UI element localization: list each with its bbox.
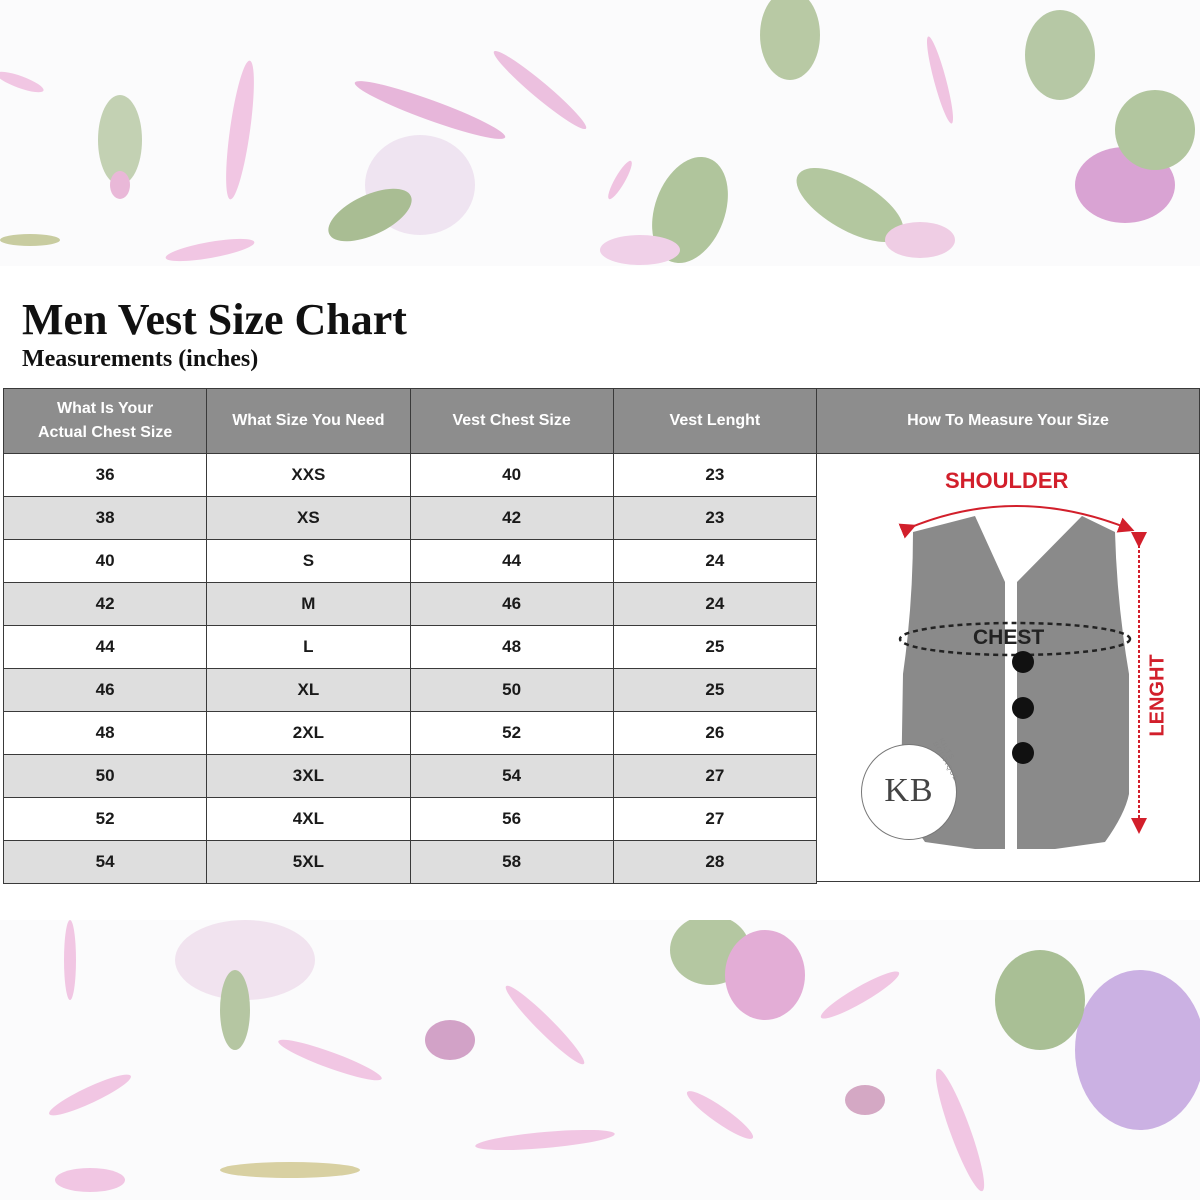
cell-chest: 44 bbox=[4, 626, 207, 669]
cell-vest-chest: 44 bbox=[410, 540, 613, 583]
cell-vest-chest: 52 bbox=[410, 712, 613, 755]
header-size-needed: What Size You Need bbox=[207, 389, 410, 454]
table-row bbox=[4, 540, 817, 583]
cell-chest: 48 bbox=[4, 712, 207, 755]
header-actual-chest bbox=[4, 389, 207, 454]
cell-size: XXS bbox=[207, 454, 410, 497]
cell-size: 2XL bbox=[207, 712, 410, 755]
table-row bbox=[4, 669, 817, 712]
cell-size: L bbox=[207, 626, 410, 669]
cell-vest-chest: 48 bbox=[410, 626, 613, 669]
cell-size: XS bbox=[207, 497, 410, 540]
table-row bbox=[4, 583, 817, 626]
how-to-measure-panel bbox=[816, 388, 1200, 882]
cell-size: 4XL bbox=[207, 798, 410, 841]
header-actual-chest-line2: Actual Chest Size bbox=[37, 424, 173, 441]
cell-length: 23 bbox=[613, 454, 816, 497]
cell-size: M bbox=[207, 583, 410, 626]
header-how-to-measure: How To Measure Your Size bbox=[817, 389, 1199, 454]
size-chart bbox=[3, 388, 1200, 884]
cell-length: 24 bbox=[613, 540, 816, 583]
table-row bbox=[4, 712, 817, 755]
vest-button bbox=[1012, 651, 1034, 673]
cell-size: 5XL bbox=[207, 841, 410, 884]
vest-shape-right bbox=[1017, 516, 1129, 849]
table-row bbox=[4, 841, 817, 884]
length-label: LENGHT bbox=[1146, 654, 1169, 737]
table-row bbox=[4, 626, 817, 669]
header-vest-length: Vest Lenght bbox=[613, 389, 816, 454]
cell-length: 23 bbox=[613, 497, 816, 540]
cell-chest: 50 bbox=[4, 755, 207, 798]
size-table bbox=[3, 388, 817, 884]
cell-vest-chest: 50 bbox=[410, 669, 613, 712]
cell-vest-chest: 42 bbox=[410, 497, 613, 540]
vest-diagram bbox=[817, 454, 1199, 882]
cell-length: 26 bbox=[613, 712, 816, 755]
cell-size: XL bbox=[207, 669, 410, 712]
cell-size: 3XL bbox=[207, 755, 410, 798]
table-row bbox=[4, 454, 817, 497]
floral-banner-bottom bbox=[0, 920, 1200, 1200]
chart-heading bbox=[22, 296, 407, 374]
cell-vest-chest: 46 bbox=[410, 583, 613, 626]
table-row bbox=[4, 497, 817, 540]
cell-vest-chest: 40 bbox=[410, 454, 613, 497]
flower-decoration-bottom bbox=[0, 920, 1200, 1200]
shoulder-label: SHOULDER bbox=[945, 468, 1069, 493]
chest-label: CHEST bbox=[973, 626, 1045, 649]
cell-length: 24 bbox=[613, 583, 816, 626]
logo-ring-text: KILTS BOUTIQUE bbox=[931, 737, 960, 783]
cell-chest: 42 bbox=[4, 583, 207, 626]
cell-chest: 46 bbox=[4, 669, 207, 712]
page-title: Men Vest Size Chart bbox=[22, 295, 407, 344]
cell-size: S bbox=[207, 540, 410, 583]
cell-length: 27 bbox=[613, 798, 816, 841]
vest-button bbox=[1012, 697, 1034, 719]
cell-chest: 40 bbox=[4, 540, 207, 583]
logo-letters: KB bbox=[884, 772, 934, 809]
cell-vest-chest: 54 bbox=[410, 755, 613, 798]
cell-length: 28 bbox=[613, 841, 816, 884]
page-subtitle: Measurements (inches) bbox=[22, 346, 259, 372]
vest-button bbox=[1012, 742, 1034, 764]
cell-vest-chest: 58 bbox=[410, 841, 613, 884]
table-row bbox=[4, 798, 817, 841]
header-vest-chest: Vest Chest Size bbox=[410, 389, 613, 454]
brand-logo bbox=[861, 737, 960, 840]
cell-chest: 36 bbox=[4, 454, 207, 497]
cell-length: 27 bbox=[613, 755, 816, 798]
floral-banner-top bbox=[0, 0, 1200, 266]
table-header-row bbox=[4, 389, 817, 454]
header-actual-chest-line1: What Is Your bbox=[56, 400, 154, 417]
flower-decoration-top bbox=[0, 0, 1200, 266]
cell-chest: 52 bbox=[4, 798, 207, 841]
cell-length: 25 bbox=[613, 669, 816, 712]
cell-chest: 54 bbox=[4, 841, 207, 884]
cell-vest-chest: 56 bbox=[410, 798, 613, 841]
cell-length: 25 bbox=[613, 626, 816, 669]
cell-chest: 38 bbox=[4, 497, 207, 540]
table-row bbox=[4, 755, 817, 798]
